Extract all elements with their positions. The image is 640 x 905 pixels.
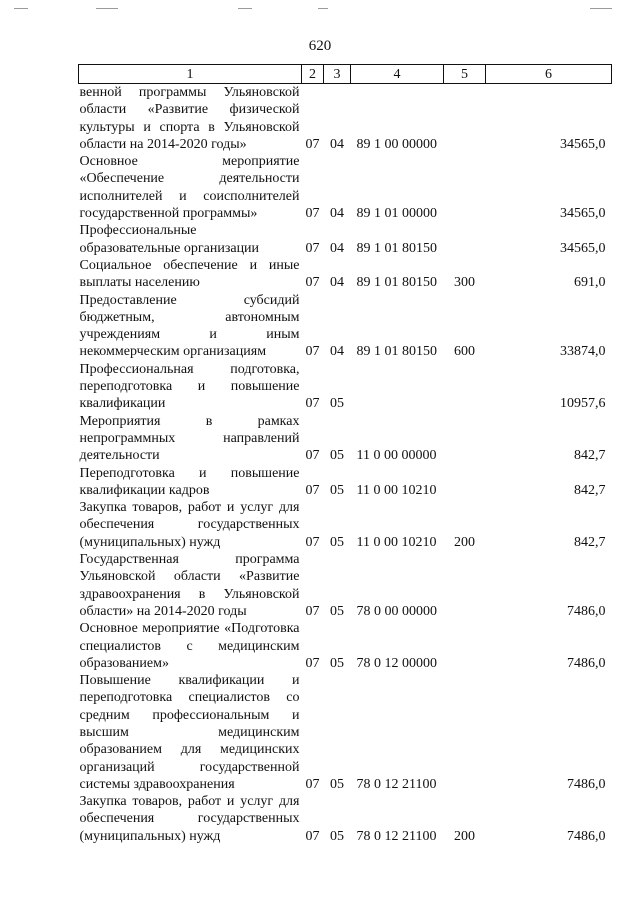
target-article-code: 89 1 01 00000	[356, 206, 437, 222]
section-code: 07	[305, 655, 320, 671]
expense-type-code	[444, 361, 486, 413]
table-row	[79, 361, 612, 413]
subsection-code: 04	[330, 206, 344, 222]
target-article-code	[351, 361, 444, 413]
subsection-code: 05	[330, 828, 344, 844]
table-row	[79, 499, 612, 551]
budget-table	[78, 64, 612, 845]
table-body	[79, 84, 612, 846]
section-code: 07	[305, 136, 320, 152]
amount: 34565,0	[560, 206, 606, 222]
target-article-code: 11 0 00 10210	[356, 482, 437, 498]
table-row	[79, 222, 612, 257]
scan-artifact	[590, 8, 612, 9]
section-code: 07	[305, 396, 320, 412]
item-name: Основное мероприятие «Обеспечение деятельности исполнителей и соисполнителей государственной программы»	[79, 154, 300, 222]
header-col-6: 6	[486, 65, 612, 84]
target-article-code: 89 1 00 00000	[356, 136, 437, 152]
expense-type-code	[444, 413, 486, 465]
expense-type-code	[444, 153, 486, 222]
table-row	[79, 465, 612, 500]
table-header	[79, 65, 612, 84]
target-article-code: 11 0 00 10210	[356, 534, 437, 550]
table-row	[79, 672, 612, 793]
item-name: Предоставление субсидий бюджетным, автономным учреждениям и иным некоммерческим организациям	[79, 292, 300, 360]
subsection-code: 05	[330, 534, 344, 550]
amount: 7486,0	[567, 828, 606, 844]
target-article-code: 78 0 00 00000	[356, 603, 437, 619]
amount: 691,0	[574, 275, 606, 291]
subsection-code: 04	[330, 240, 344, 256]
expense-type-code: 200	[454, 828, 475, 844]
subsection-code: 05	[330, 482, 344, 498]
header-col-1: 1	[79, 65, 302, 84]
target-article-code: 89 1 01 80150	[356, 344, 437, 360]
subsection-code: 05	[330, 448, 344, 464]
item-name: Закупка товаров, работ и услуг для обеспечения государственных (муниципальных) нужд	[79, 500, 300, 550]
subsection-code: 04	[330, 344, 344, 360]
amount: 10957,6	[560, 396, 606, 412]
section-code: 07	[305, 828, 320, 844]
table-row	[79, 257, 612, 292]
expense-type-code: 300	[454, 275, 475, 291]
subsection-code: 05	[330, 396, 344, 412]
table-row	[79, 413, 612, 465]
table-row	[79, 84, 612, 154]
target-article-code: 78 0 12 21100	[356, 828, 437, 844]
item-name: Профессиональная подготовка, переподготовка и повышение квалификации	[79, 361, 300, 412]
subsection-code: 05	[330, 655, 344, 671]
subsection-code: 05	[330, 603, 344, 619]
section-code: 07	[305, 776, 320, 792]
section-code: 07	[305, 603, 320, 619]
header-col-5: 5	[444, 65, 486, 84]
item-name: Переподготовка и повышение квалификации кадров	[79, 465, 300, 498]
amount: 34565,0	[560, 240, 606, 256]
section-code: 07	[305, 482, 320, 498]
amount: 33874,0	[560, 344, 606, 360]
table-row	[79, 153, 612, 222]
amount: 842,7	[574, 448, 606, 464]
table-row	[79, 551, 612, 620]
amount: 7486,0	[567, 776, 606, 792]
item-name: Повышение квалификации и переподготовка специалистов со средним профессиональным и высшим медицинским образованием для медицинских организаций государственной системы здравоохранения	[79, 673, 300, 792]
scan-artifact	[238, 8, 252, 9]
expense-type-code: 200	[454, 534, 475, 550]
header-row	[79, 65, 612, 84]
page-number: 620	[308, 38, 332, 54]
item-name: Государственная программа Ульяновской области «Развитие здравоохранения в Ульяновской области» на 2014-2020 годы	[79, 552, 300, 619]
expense-type-code	[444, 551, 486, 620]
expense-type-code	[444, 672, 486, 793]
expense-type-code	[444, 84, 486, 154]
target-article-code: 89 1 01 80150	[356, 240, 437, 256]
scan-artifact	[14, 8, 28, 9]
expense-type-code	[444, 620, 486, 672]
expense-type-code	[444, 222, 486, 257]
header-col-3: 3	[324, 65, 351, 84]
target-article-code: 11 0 00 00000	[356, 448, 437, 464]
header-col-2: 2	[302, 65, 324, 84]
amount: 842,7	[574, 534, 606, 550]
section-code: 07	[305, 534, 320, 550]
subsection-code: 05	[330, 776, 344, 792]
item-name: Основное мероприятие «Подготовка специалистов с медицинским образованием»	[79, 621, 300, 671]
table-row	[79, 793, 612, 845]
expense-type-code	[444, 465, 486, 500]
table-row	[79, 292, 612, 361]
item-name: венной программы Ульяновской области «Развитие физической культуры и спорта в Ульяновской области на 2014-2020 годы»	[79, 85, 300, 152]
amount: 34565,0	[560, 136, 606, 152]
section-code: 07	[305, 275, 320, 291]
table-row	[79, 620, 612, 672]
amount: 7486,0	[567, 603, 606, 619]
subsection-code: 04	[330, 136, 344, 152]
item-name: Мероприятия в рамках непрограммных направлений деятельности	[79, 413, 300, 464]
section-code: 07	[305, 206, 320, 222]
item-name: Профессиональные образовательные организации	[79, 223, 260, 256]
expense-type-code: 600	[454, 344, 475, 360]
scan-artifact	[318, 8, 328, 9]
item-name: Закупка товаров, работ и услуг для обеспечения государственных (муниципальных) нужд	[79, 794, 300, 844]
amount: 842,7	[574, 482, 606, 498]
section-code: 07	[305, 344, 320, 360]
header-col-4: 4	[351, 65, 444, 84]
item-name: Социальное обеспечение и иные выплаты населению	[79, 257, 300, 291]
section-code: 07	[305, 448, 320, 464]
subsection-code: 04	[330, 275, 344, 291]
target-article-code: 78 0 12 00000	[356, 655, 437, 671]
scan-artifact	[96, 8, 118, 9]
target-article-code: 89 1 01 80150	[356, 275, 437, 291]
section-code: 07	[305, 240, 320, 256]
amount: 7486,0	[567, 655, 606, 671]
target-article-code: 78 0 12 21100	[356, 776, 437, 792]
